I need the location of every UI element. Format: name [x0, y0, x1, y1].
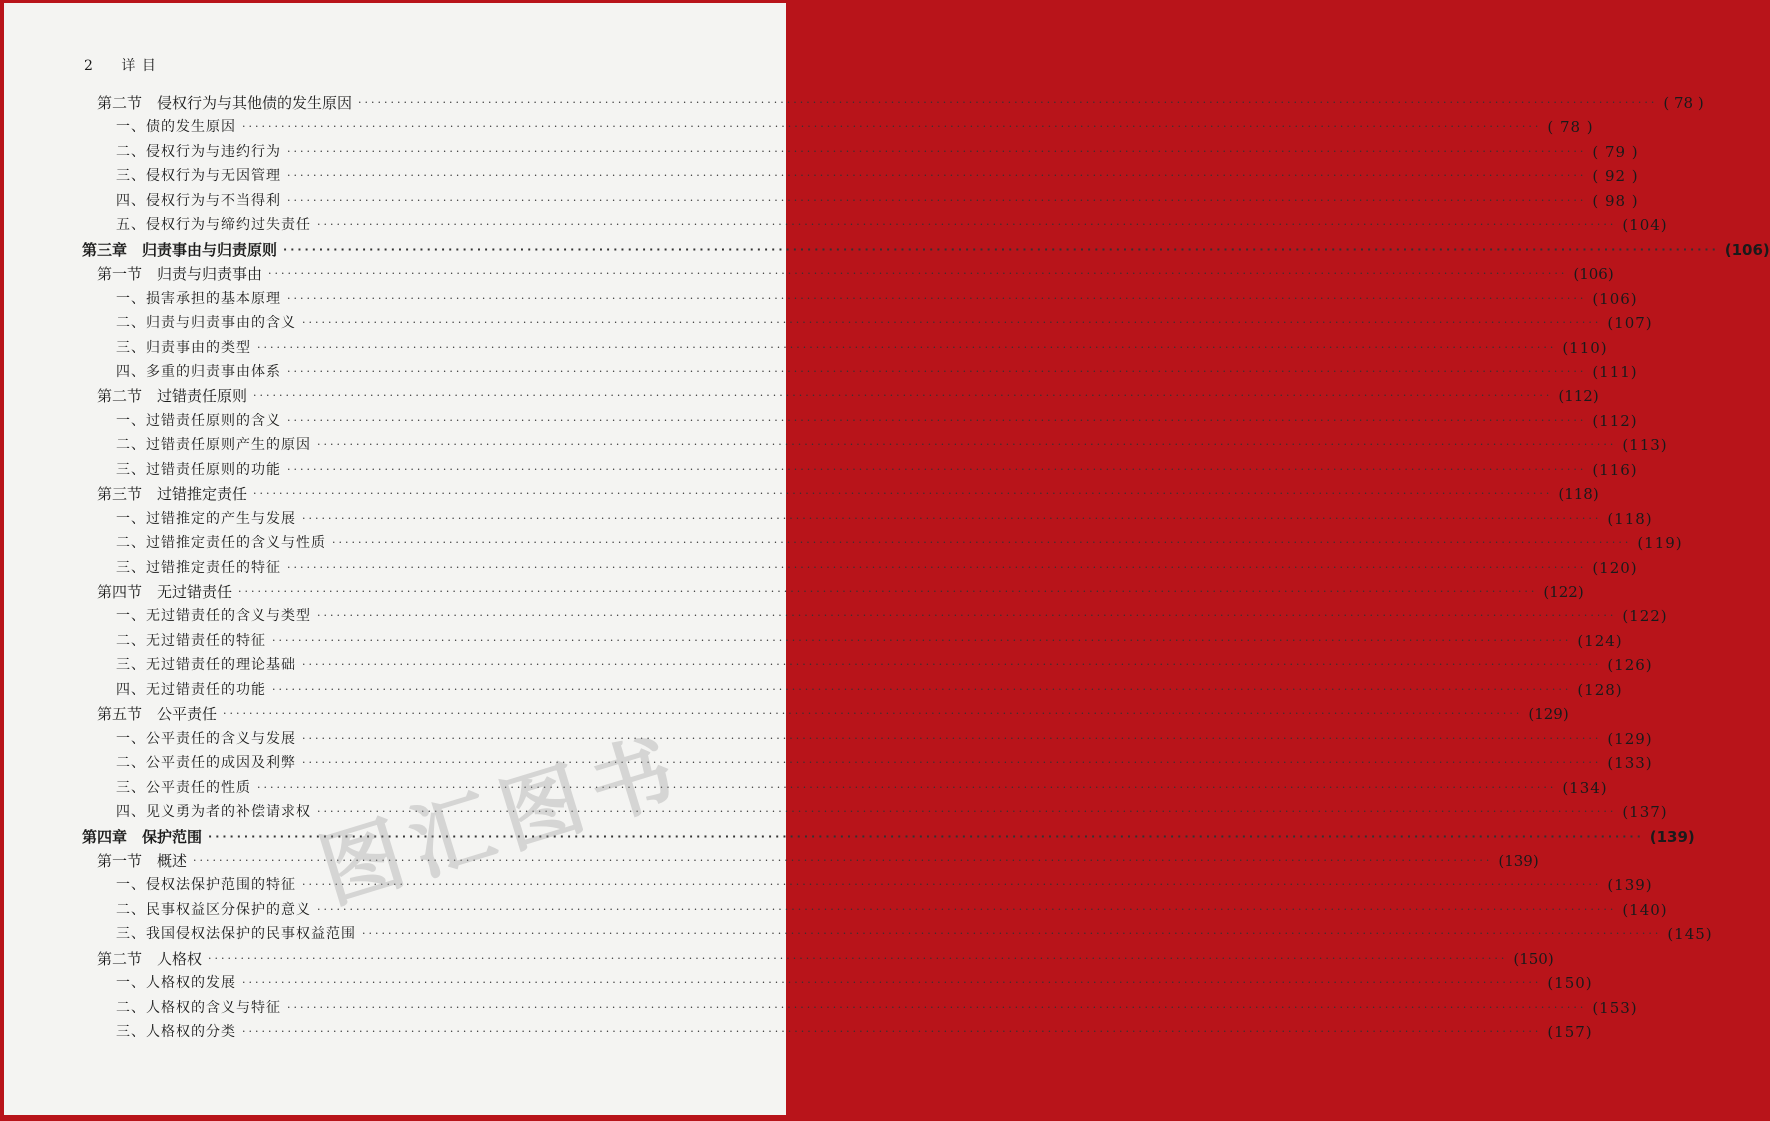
toc-entry-title: 第五节 公平责任 — [97, 705, 218, 724]
dot-leader: ········································································································································································································ — [287, 364, 1587, 378]
watermark-text: 图汇图书 — [309, 720, 697, 922]
toc-entry-page: (122) — [1622, 607, 1668, 626]
toc-entry-page: (118) — [1558, 485, 1599, 504]
toc-entry-page: (104) — [1622, 216, 1668, 235]
dot-leader: ········································································································································································································ — [257, 340, 1557, 354]
dot-leader: ········································································································································································································ — [242, 1025, 1542, 1039]
toc-item-row — [116, 189, 1639, 213]
toc-entry-page: (111) — [1592, 362, 1638, 381]
toc-entry-page: (122) — [1543, 583, 1584, 601]
dot-leader: ········································································································································································································ — [358, 96, 1658, 109]
header-page-number: 2 — [84, 58, 94, 74]
toc-entry-page: (120) — [1592, 558, 1638, 577]
toc-item-row — [116, 776, 1608, 800]
dot-leader: ········································································································································································································ — [302, 316, 1602, 330]
toc-item-row — [116, 996, 1638, 1020]
toc-item-row — [116, 556, 1638, 580]
dot-leader: ········································································································································································································ — [362, 927, 1662, 941]
toc-item-row — [116, 311, 1653, 335]
toc-entry-title: 第一节 概述 — [97, 851, 188, 870]
toc-entry-page: (134) — [1562, 778, 1608, 797]
dot-leader: ········································································································································································································ — [317, 902, 1617, 916]
toc-section-row — [97, 702, 1569, 726]
toc-entry-title: 三、侵权行为与无因管理 — [116, 168, 281, 185]
book-page — [4, 3, 1770, 1115]
toc-entry-page: ( 79 ) — [1592, 142, 1639, 161]
toc-entry-page: (128) — [1577, 680, 1623, 699]
dot-leader: ········································································································································································································ — [302, 878, 1602, 892]
toc-item-row — [116, 458, 1638, 482]
toc-entry-page: (157) — [1547, 1023, 1593, 1042]
dot-leader: ········································································································································································································ — [287, 144, 1587, 158]
dot-leader: ········································································································································································································ — [332, 536, 1632, 550]
toc-entry-page: (112) — [1558, 387, 1599, 406]
toc-item-row — [116, 409, 1638, 433]
toc-chapter-row — [82, 825, 1695, 849]
toc-item-row — [116, 140, 1639, 164]
toc-entry-title: 二、公平责任的成因及利弊 — [116, 755, 296, 772]
toc-entry-title: 第四章 保护范围 — [82, 827, 203, 846]
toc-entry-page: (150) — [1547, 974, 1593, 993]
toc-entry-title: 一、债的发生原因 — [116, 119, 236, 136]
toc-entry-title: 四、多重的归责事由体系 — [116, 363, 281, 380]
toc-entry-title: 第一节 归责与归责事由 — [97, 265, 263, 284]
dot-leader: ········································································································································································································ — [272, 633, 1572, 647]
toc-entry-title: 五、侵权行为与缔约过失责任 — [116, 217, 311, 234]
toc-item-row — [116, 507, 1653, 531]
dot-leader: ········································································································································································································ — [317, 609, 1617, 623]
toc-entry-title: 三、无过错责任的理论基础 — [116, 657, 296, 674]
toc-entry-page: ( 78 ) — [1663, 94, 1704, 112]
page-header — [84, 55, 157, 75]
dot-leader: ········································································································································································································ — [302, 756, 1602, 770]
toc-entry-title: 三、过错推定责任的特征 — [116, 559, 281, 576]
toc-item-row — [116, 604, 1668, 628]
toc-entry-title: 第四节 无过错责任 — [97, 583, 233, 601]
toc-item-row — [116, 873, 1653, 897]
dot-leader: ········································································································································································································ — [208, 829, 1644, 843]
toc-entry-title: 三、人格权的分类 — [116, 1024, 236, 1041]
dot-leader: ········································································································································································································ — [242, 120, 1542, 134]
toc-item-row — [116, 678, 1623, 702]
dot-leader: ········································································································································································································ — [317, 805, 1617, 819]
dot-leader: ········································································································································································································ — [223, 707, 1523, 721]
toc-entry-title: 四、侵权行为与不当得利 — [116, 192, 281, 209]
dot-leader: ········································································································································································································ — [238, 585, 1538, 598]
toc-entry-title: 第三节 过错推定责任 — [97, 485, 248, 504]
toc-item-row — [116, 629, 1623, 653]
dot-leader: ········································································································································································································ — [208, 951, 1508, 965]
toc-item-row — [116, 213, 1668, 237]
toc-entry-title: 三、公平责任的性质 — [116, 779, 251, 796]
dot-leader: ········································································································································································································ — [242, 976, 1542, 990]
toc-entry-title: 二、归责与归责事由的含义 — [116, 315, 296, 332]
toc-entry-page: (133) — [1607, 754, 1653, 773]
toc-entry-title: 一、过错责任原则的含义 — [116, 412, 281, 429]
toc-entry-page: (106) — [1573, 265, 1614, 284]
toc-entry-page: (118) — [1607, 509, 1653, 528]
toc-entry-page: (106) — [1724, 240, 1770, 259]
toc-entry-page: (126) — [1607, 656, 1653, 675]
toc-entry-title: 第二节 过错责任原则 — [97, 387, 248, 406]
toc-item-row — [116, 115, 1594, 139]
dot-leader: ········································································································································································································ — [287, 291, 1587, 305]
toc-item-row — [116, 800, 1668, 824]
toc-entry-title: 二、过错推定责任的含义与性质 — [116, 535, 326, 552]
toc-section-row — [97, 849, 1539, 873]
toc-entry-title: 一、人格权的发展 — [116, 975, 236, 992]
toc-entry-page: (137) — [1622, 803, 1668, 822]
toc-entry-page: (145) — [1667, 925, 1713, 944]
toc-entry-page: (106) — [1592, 289, 1638, 308]
toc-entry-title: 一、损害承担的基本原理 — [116, 290, 281, 307]
toc-entry-page: (140) — [1622, 900, 1668, 919]
dot-leader: ········································································································································································································ — [287, 462, 1587, 476]
toc-entry-page: (153) — [1592, 998, 1638, 1017]
toc-entry-page: (150) — [1513, 949, 1554, 968]
dot-leader: ········································································································································································································ — [317, 438, 1617, 452]
toc-entry-page: (112) — [1592, 411, 1638, 430]
toc-section-row — [97, 947, 1554, 971]
toc-entry-page: (107) — [1607, 314, 1653, 333]
toc-entry-page: ( 78 ) — [1547, 118, 1594, 137]
dot-leader: ········································································································································································································ — [257, 780, 1557, 794]
header-running-title: 详 目 — [121, 58, 157, 74]
toc-entry-title: 三、归责事由的类型 — [116, 339, 251, 356]
toc-item-row — [116, 287, 1638, 311]
toc-section-row — [97, 262, 1614, 286]
toc-item-row — [116, 898, 1668, 922]
toc-section-row — [97, 91, 1704, 115]
toc-entry-title: 一、侵权法保护范围的特征 — [116, 877, 296, 894]
toc-entry-page: ( 98 ) — [1592, 191, 1639, 210]
toc-entry-title: 一、过错推定的产生与发展 — [116, 510, 296, 527]
toc-entry-page: (129) — [1607, 729, 1653, 748]
dot-leader: ········································································································································································································ — [283, 242, 1719, 256]
dot-leader: ········································································································································································································ — [287, 560, 1587, 574]
toc-entry-page: (129) — [1528, 705, 1569, 724]
toc-item-row — [116, 653, 1653, 677]
dot-leader: ········································································································································································································ — [302, 731, 1602, 745]
dot-leader: ········································································································································································································ — [287, 1000, 1587, 1014]
toc-item-row — [116, 971, 1593, 995]
toc-entry-page: ( 92 ) — [1592, 167, 1639, 186]
toc-chapter-row — [82, 238, 1770, 262]
toc-item-row — [116, 336, 1608, 360]
toc-section-row — [97, 580, 1584, 604]
toc-entry-title: 二、人格权的含义与特征 — [116, 999, 281, 1016]
toc-entry-page: (113) — [1622, 436, 1668, 455]
dot-leader: ········································································································································································································ — [302, 658, 1602, 672]
toc-item-row — [116, 433, 1668, 457]
toc-entry-title: 一、公平责任的含义与发展 — [116, 730, 296, 747]
dot-leader: ········································································································································································································ — [287, 193, 1587, 207]
toc-entry-title: 第三章 归责事由与归责原则 — [82, 240, 278, 259]
toc-entry-page: (110) — [1562, 338, 1608, 357]
toc-item-row — [116, 751, 1653, 775]
toc-section-row — [97, 384, 1599, 408]
toc-entry-title: 三、我国侵权法保护的民事权益范围 — [116, 926, 356, 943]
toc-entry-title: 一、无过错责任的含义与类型 — [116, 608, 311, 625]
dot-leader: ········································································································································································································ — [253, 389, 1553, 403]
toc-entry-page: (116) — [1592, 460, 1638, 479]
toc-item-row — [116, 164, 1639, 188]
toc-entry-title: 二、无过错责任的特征 — [116, 632, 266, 649]
toc-entry-title: 第二节 侵权行为与其他债的发生原因 — [97, 94, 353, 112]
dot-leader: ········································································································································································································ — [287, 169, 1587, 183]
toc-item-row — [116, 1020, 1593, 1044]
toc-section-row — [97, 482, 1599, 506]
toc-entry-title: 二、过错责任原则产生的原因 — [116, 437, 311, 454]
toc-item-row — [116, 727, 1653, 751]
dot-leader: ········································································································································································································ — [193, 853, 1493, 867]
toc-entry-title: 二、民事权益区分保护的意义 — [116, 901, 311, 918]
toc-entry-title: 四、见义勇为者的补偿请求权 — [116, 804, 311, 821]
dot-leader: ········································································································································································································ — [302, 511, 1602, 525]
dot-leader: ········································································································································································································ — [287, 413, 1587, 427]
toc-item-row — [116, 360, 1638, 384]
toc-entry-title: 三、过错责任原则的功能 — [116, 461, 281, 478]
dot-leader: ········································································································································································································ — [317, 218, 1617, 232]
toc-entry-page: (139) — [1498, 851, 1539, 870]
toc-entry-page: (119) — [1637, 534, 1683, 553]
toc-entry-title: 第二节 人格权 — [97, 949, 203, 968]
toc-item-row — [116, 531, 1683, 555]
dot-leader: ········································································································································································································ — [272, 682, 1572, 696]
toc-item-row — [116, 922, 1713, 946]
toc-entry-title: 四、无过错责任的功能 — [116, 681, 266, 698]
toc-entry-page: (139) — [1607, 876, 1653, 895]
toc-entry-page: (124) — [1577, 631, 1623, 650]
dot-leader: ········································································································································································································ — [253, 487, 1553, 501]
toc-entry-page: (139) — [1649, 827, 1695, 846]
toc-entry-title: 二、侵权行为与违约行为 — [116, 143, 281, 160]
dot-leader: ········································································································································································································ — [268, 267, 1568, 281]
